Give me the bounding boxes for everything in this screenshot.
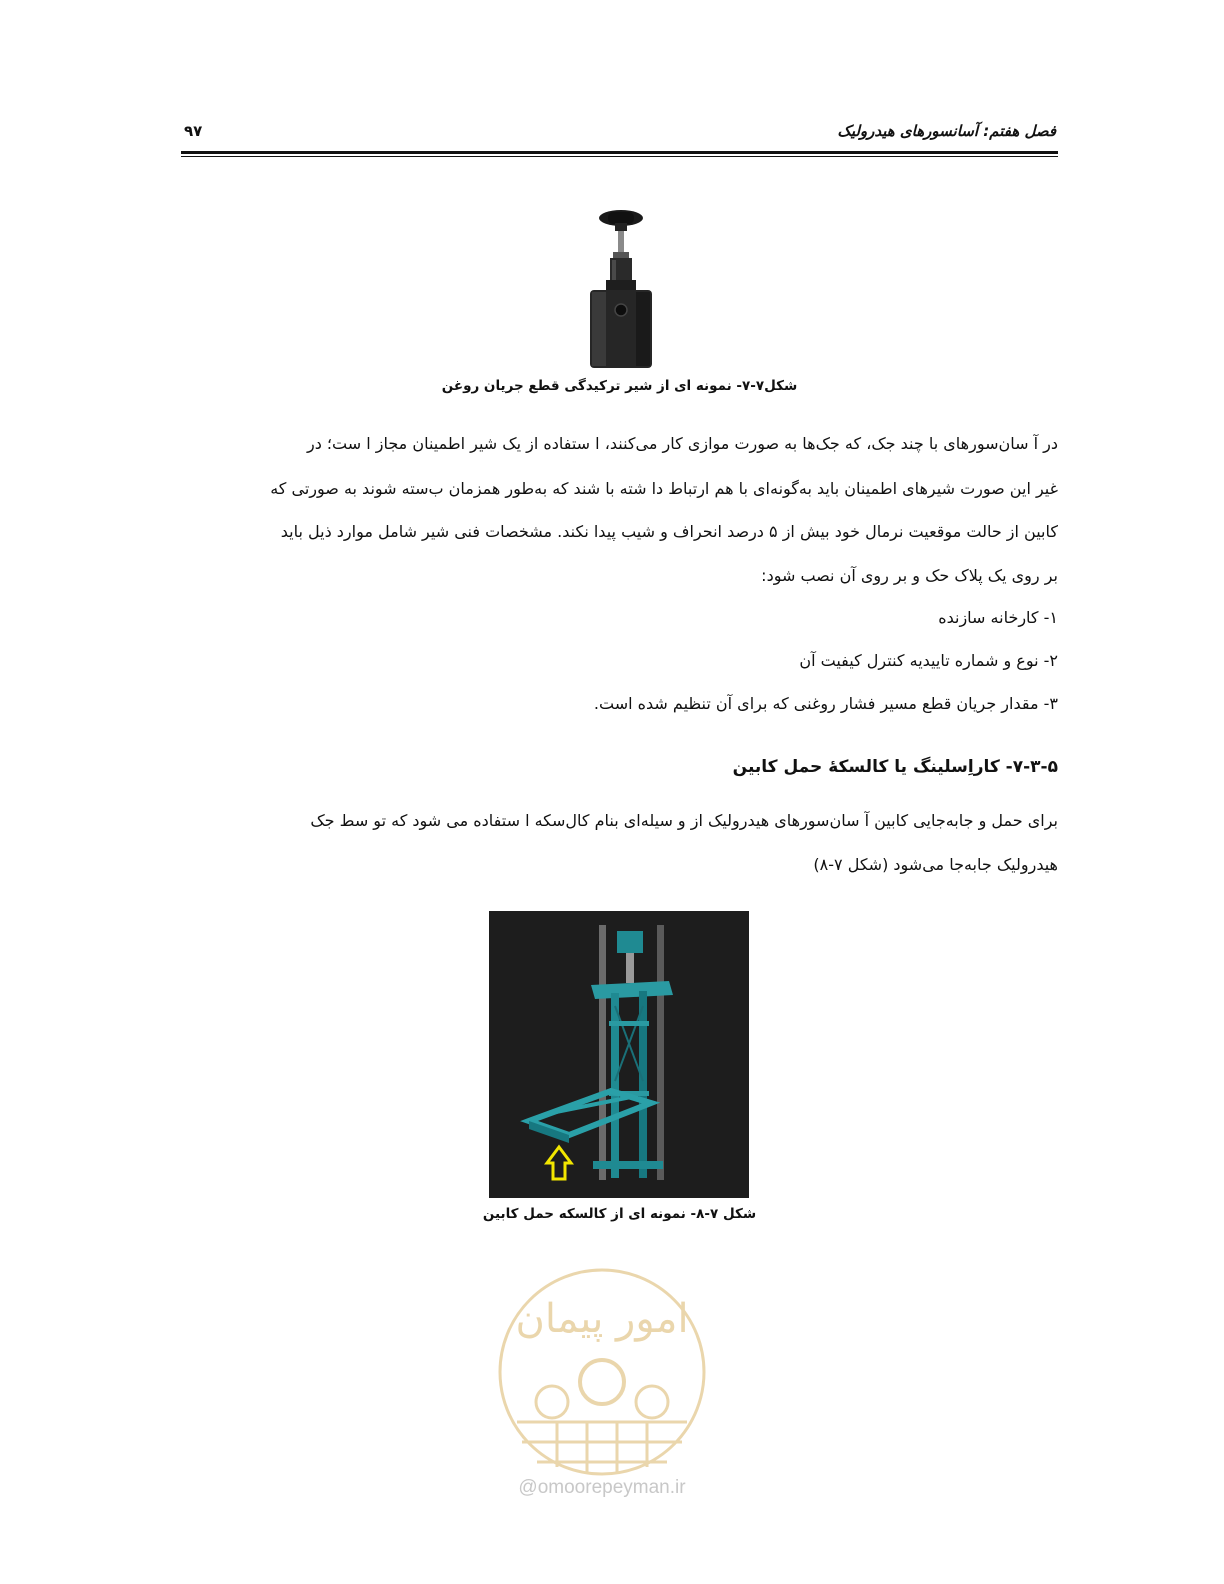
list-item: ۱- کارخانه سازنده (938, 608, 1058, 627)
paragraph1-line2: غیر این صورت شیرهای اطمینان باید به‌گونه‌ای با هم ارتباط دا شته با شند که به‌طور همزمان ب‌سته شوند به صورتی که (270, 479, 1058, 498)
paragraph2-line1: برای حمل و جابه‌جایی کابین آ سان‌سورهای هیدرولیک از و سیله‌ای بنام کال‌سکه ا ستفاده می شود که تو سط جک (310, 811, 1058, 830)
cabin-sling-image (489, 911, 749, 1198)
chapter-title: فصل هفتم: آسانسورهای هیدرولیک (837, 122, 1056, 140)
burst-valve-image (582, 206, 660, 370)
svg-text:امور پیمان: امور پیمان (515, 1296, 689, 1342)
figure1-caption: شکل۷-۷- نمونه ای از شیر ترکیدگی قطع جریان روغن (441, 378, 798, 394)
header-rule-thick (181, 151, 1058, 154)
paragraph1-line3: کابین از حالت موقعیت نرمال خود بیش از ۵ درصد انحراف و شیب پیدا نکند. مشخصات فنی شیر شامل موارد ذیل باید (280, 522, 1058, 541)
page-number: ۹۷ (184, 122, 203, 140)
section-heading: ۷-۳-۵- کاراِسلینگ یا کالسکهٔ حمل کابین (732, 757, 1058, 777)
watermark-logo (497, 1262, 707, 1502)
watermark-site: @omoorepeyman.ir (518, 1477, 686, 1498)
list-item: ۳- مقدار جریان قطع مسیر فشار روغنی که برای آن تنظیم شده است. (593, 694, 1058, 713)
paragraph1-line4: بر روی یک پلاک حک و بر روی آن نصب شود: (761, 566, 1058, 585)
paragraph1-line1: در آ سان‌سورهای با چند جک، که جک‌ها به صورت موازی کار می‌کنند، ا ستفاده از یک شیر اطمینان مجاز ا ست؛ در (306, 434, 1058, 453)
paragraph2-line2: هیدرولیک جابه‌جا می‌شود (شکل ۷-۸) (813, 855, 1058, 874)
header-rule-thin (181, 156, 1058, 157)
figure2-caption: شکل ۷-۸- نمونه ای از کالسکه حمل کابین (482, 1206, 757, 1222)
list-item: ۲- نوع و شماره تاییدیه کنترل کیفیت آن (799, 651, 1058, 670)
